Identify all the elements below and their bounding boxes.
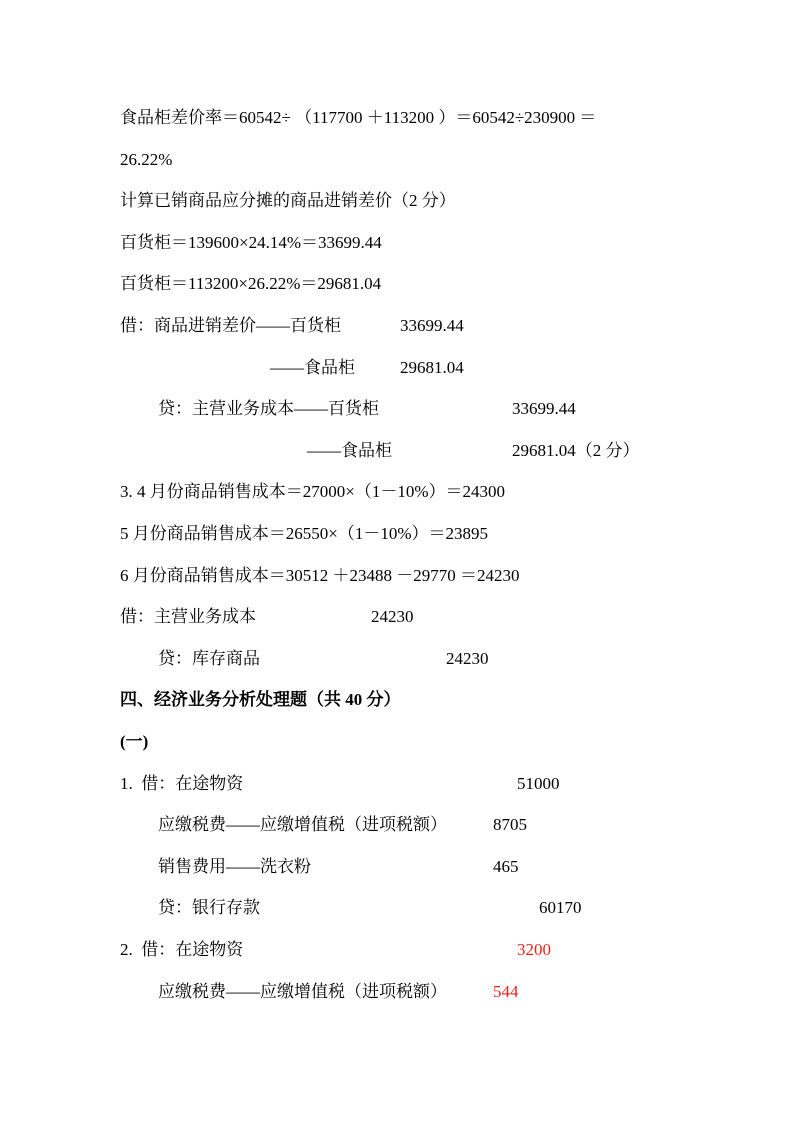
text-line: 百货柜＝113200×26.22%＝29681.04 bbox=[120, 274, 382, 293]
journal-account: 应缴税费——应缴增值税（进项税额） bbox=[158, 982, 447, 1001]
journal-account: 2. 借：在途物资 bbox=[120, 940, 244, 959]
journal-amount: 8705 bbox=[493, 815, 527, 834]
text-line: 食品柜差价率＝60542÷ （117700 ＋113200 ）＝60542÷230900 ＝ bbox=[120, 108, 597, 127]
text-line: 3. 4 月份商品销售成本＝27000×（1－10%）＝24300 bbox=[120, 482, 505, 501]
journal-amount: 24230 bbox=[371, 607, 414, 626]
text-line: 6 月份商品销售成本＝30512 ＋23488 －29770 ＝24230 bbox=[120, 566, 520, 585]
text-line: 5 月份商品销售成本＝26550×（1－10%）＝23895 bbox=[120, 524, 488, 543]
journal-amount: 51000 bbox=[517, 774, 560, 793]
journal-amount-highlighted: 544 bbox=[493, 982, 519, 1001]
journal-account: 贷：主营业务成本——百货柜 bbox=[158, 399, 379, 418]
journal-account: 1. 借：在途物资 bbox=[120, 774, 244, 793]
journal-account: 销售费用——洗衣粉 bbox=[158, 857, 311, 876]
journal-account: 借：主营业务成本 bbox=[120, 607, 256, 626]
journal-amount: 24230 bbox=[446, 649, 489, 668]
text-line: 计算已销商品应分摊的商品进销差价（2 分） bbox=[120, 191, 456, 210]
journal-account: 贷：银行存款 bbox=[158, 898, 260, 917]
journal-account: ——食品柜 bbox=[307, 441, 392, 460]
subsection-heading: (一) bbox=[120, 732, 149, 751]
journal-account: 借：商品进销差价——百货柜 bbox=[120, 316, 341, 335]
journal-amount: 29681.04（2 分） bbox=[512, 441, 640, 460]
journal-amount: 33699.44 bbox=[512, 399, 576, 418]
journal-amount: 29681.04 bbox=[400, 358, 464, 377]
journal-amount-highlighted: 3200 bbox=[517, 940, 551, 959]
text-line: 26.22% bbox=[120, 150, 173, 169]
journal-amount: 465 bbox=[493, 857, 519, 876]
journal-amount: 60170 bbox=[539, 898, 582, 917]
journal-account: 贷：库存商品 bbox=[158, 649, 260, 668]
journal-account: ——食品柜 bbox=[270, 358, 355, 377]
journal-account: 应缴税费——应缴增值税（进项税额） bbox=[158, 815, 447, 834]
section-heading: 四、经济业务分析处理题（共 40 分） bbox=[120, 690, 401, 709]
text-line: 百货柜＝139600×24.14%＝33699.44 bbox=[120, 233, 382, 252]
journal-amount: 33699.44 bbox=[400, 316, 464, 335]
